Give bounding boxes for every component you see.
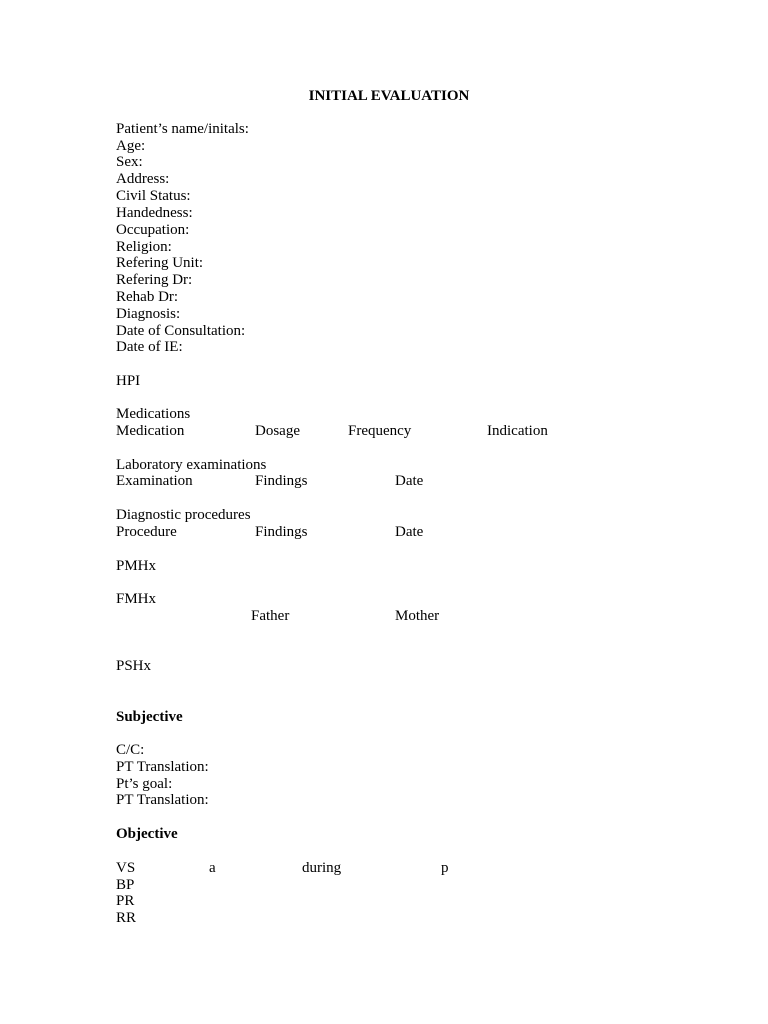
col-medication: Medication (116, 423, 185, 439)
field-religion: Religion: (116, 239, 172, 255)
field-cc: C/C: (116, 742, 145, 758)
section-laboratory: Laboratory examinations (116, 457, 267, 473)
field-occupation: Occupation: (116, 222, 190, 238)
col-vs-p: p (441, 860, 449, 876)
field-date-of-consultation: Date of Consultation: (116, 323, 246, 339)
field-patient-name: Patient’s name/initals: (116, 121, 249, 137)
col-frequency: Frequency (348, 423, 412, 439)
section-medications: Medications (116, 406, 191, 422)
col-indication: Indication (487, 423, 548, 439)
field-pt-translation-1: PT Translation: (116, 759, 209, 775)
field-handedness: Handedness: (116, 205, 193, 221)
vital-rr: RR (116, 910, 137, 926)
section-objective: Objective (116, 826, 178, 842)
document-title: INITIAL EVALUATION (308, 88, 470, 104)
vital-bp: BP (116, 877, 135, 893)
col-lab-date: Date (395, 473, 424, 489)
field-refering-dr: Refering Dr: (116, 272, 193, 288)
field-refering-unit: Refering Unit: (116, 255, 204, 271)
col-mother: Mother (395, 608, 440, 624)
col-lab-findings: Findings (255, 473, 308, 489)
col-procedure: Procedure (116, 524, 177, 540)
section-pmhx: PMHx (116, 558, 157, 574)
col-examination: Examination (116, 473, 193, 489)
field-address: Address: (116, 171, 170, 187)
section-subjective: Subjective (116, 709, 183, 725)
field-date-of-ie: Date of IE: (116, 339, 183, 355)
col-vs-a: a (209, 860, 216, 876)
vital-pr: PR (116, 893, 135, 909)
field-age: Age: (116, 138, 146, 154)
section-pshx: PSHx (116, 658, 152, 674)
col-vs: VS (116, 860, 136, 876)
col-diag-findings: Findings (255, 524, 308, 540)
col-vs-during: during (302, 860, 342, 876)
field-rehab-dr: Rehab Dr: (116, 289, 179, 305)
field-sex: Sex: (116, 154, 143, 170)
col-dosage: Dosage (255, 423, 300, 439)
col-diag-date: Date (395, 524, 424, 540)
section-diagnostic: Diagnostic procedures (116, 507, 251, 523)
field-diagnosis: Diagnosis: (116, 306, 181, 322)
field-pt-translation-2: PT Translation: (116, 792, 209, 808)
field-pt-goal: Pt’s goal: (116, 776, 173, 792)
section-hpi: HPI (116, 373, 141, 389)
section-fmhx: FMHx (116, 591, 157, 607)
col-father: Father (251, 608, 290, 624)
field-civil-status: Civil Status: (116, 188, 191, 204)
